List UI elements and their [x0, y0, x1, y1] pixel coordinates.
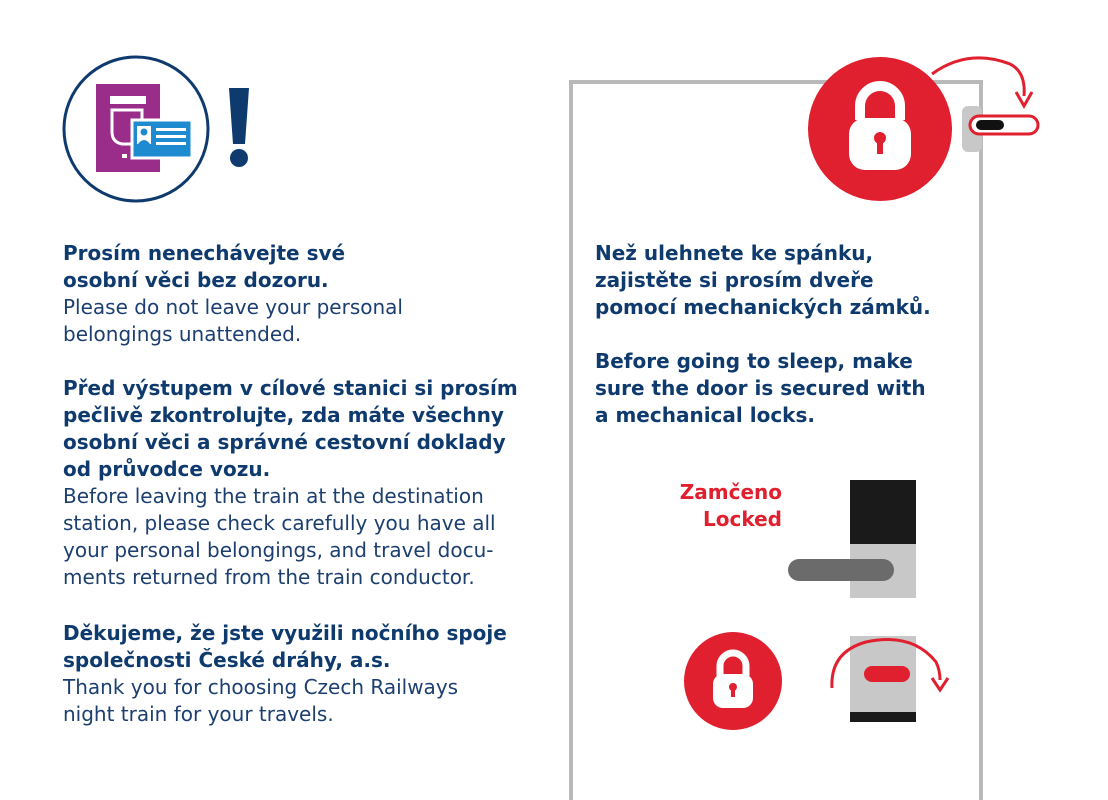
- small-padlock-icon: [682, 630, 784, 732]
- msg3-en-line1: Thank you for choosing Czech Railways: [63, 675, 459, 699]
- sleep-instruction-cs: [595, 240, 975, 321]
- message-belongings: [63, 240, 533, 348]
- sleep-en-line1: Before going to sleep, make: [595, 349, 913, 373]
- msg3-en-line2: night train for your travels.: [63, 702, 334, 726]
- msg2-cs-line3: osobní věci a správné cestovní doklady: [63, 430, 506, 454]
- message-check-documents: [63, 375, 533, 591]
- msg2-cs-line4: od průvodce vozu.: [63, 457, 271, 481]
- msg2-en-line4: ments returned from the train conductor.: [63, 565, 475, 589]
- sleep-en-line3: a mechanical locks.: [595, 403, 815, 427]
- msg2-cs-line2: pečlivě zkontrolujte, zda máte všechny: [63, 403, 504, 427]
- msg2-en-line3: your personal belongings, and travel docu-: [63, 538, 494, 562]
- belongings-icon: [62, 54, 212, 204]
- msg2-cs-line1: Před výstupem v cílové stanici si prosím: [63, 376, 518, 400]
- locked-label-en: Locked: [703, 507, 782, 531]
- msg2-en-line2: station, please check carefully you have all: [63, 511, 496, 535]
- lock-knob-icon: [826, 634, 950, 724]
- sleep-cs-line1: Než ulehnete ke spánku,: [595, 241, 874, 265]
- sleep-instruction-en: [595, 348, 975, 429]
- locked-label-cs: Zamčeno: [679, 480, 782, 504]
- locked-label: [640, 479, 782, 533]
- msg3-cs-line1: Děkujeme, že jste využili nočního spoje: [63, 621, 507, 645]
- exclamation-icon: [226, 86, 252, 170]
- msg1-en-line2: belongings unattended.: [63, 322, 302, 346]
- sleep-cs-line2: zajistěte si prosím dveře: [595, 268, 874, 292]
- msg3-cs-line2: společnosti České dráhy, a.s.: [63, 648, 391, 672]
- msg1-cs-line1: Prosím nenechávejte své: [63, 241, 346, 265]
- latch-icon: [962, 106, 1042, 152]
- message-thank-you: [63, 620, 533, 728]
- msg2-en-line1: Before leaving the train at the destination: [63, 484, 484, 508]
- msg1-en-line1: Please do not leave your personal: [63, 295, 403, 319]
- msg1-cs-line2: osobní věci bez dozoru.: [63, 268, 329, 292]
- sleep-cs-line3: pomocí mechanických zámků.: [595, 295, 931, 319]
- door-handle-icon: [786, 480, 918, 600]
- sleep-en-line2: sure the door is secured with: [595, 376, 926, 400]
